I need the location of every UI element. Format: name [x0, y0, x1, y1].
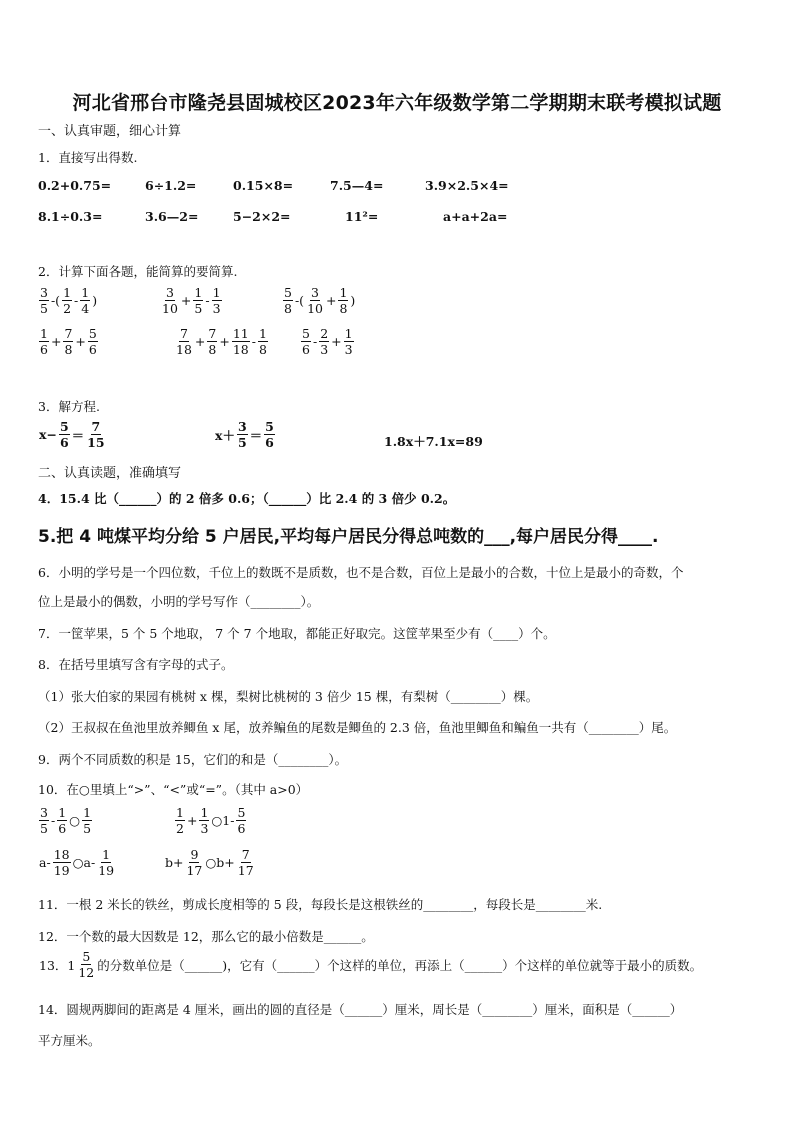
numerator: 18 — [53, 847, 70, 862]
operator: x＋ — [215, 427, 235, 443]
denominator: 2 — [63, 301, 72, 317]
compare-circle[interactable]: ○1- — [211, 813, 235, 829]
numerator: 3 — [165, 285, 174, 300]
numerator: 5 — [88, 326, 97, 341]
question-8-label: 8．在括号里填写含有字母的式子。 — [38, 657, 234, 672]
denominator: 17 — [186, 863, 203, 879]
operator: ) — [92, 293, 98, 309]
denominator: 18 — [232, 342, 249, 358]
numerator: 5 — [237, 805, 246, 820]
denominator: 12 — [78, 965, 95, 981]
numerator: 5 — [59, 419, 69, 434]
operator: ＝ — [71, 427, 85, 443]
q10-comparison-1 — [38, 806, 93, 835]
operator: b+ — [165, 855, 184, 871]
numerator: 1 — [83, 805, 92, 820]
denominator: 3 — [320, 342, 329, 358]
denominator: 4 — [81, 301, 90, 317]
numerator: 1 — [40, 326, 48, 341]
q10-comparison-3 — [38, 848, 116, 877]
question-1-label: 1．直接写出得数. — [38, 150, 138, 165]
operator: ＝ — [249, 427, 263, 443]
numerator: 1 — [194, 285, 203, 300]
q2-expression-4 — [38, 327, 99, 356]
denominator: 8 — [258, 342, 267, 358]
numerator: 1 — [200, 805, 209, 820]
numerator: 9 — [190, 847, 199, 862]
numerator: 1 — [81, 285, 90, 300]
q1-item: 0.15×8= — [233, 178, 294, 193]
denominator: 10 — [307, 301, 323, 317]
denominator: 10 — [162, 301, 178, 317]
denominator: 3 — [200, 821, 209, 837]
question-12: 12．一个数的最大因数是 12，那么它的最小倍数是______。 — [38, 929, 374, 944]
denominator: 6 — [58, 821, 67, 837]
question-10-label: 10．在○里填上“>”、“<”或“=”。（其中 a>0） — [38, 782, 309, 797]
question-8-part-2: （2）王叔叔在鱼池里放养鲫鱼 x 尾，放养鳊鱼的尾数是鲫鱼的 2.3 倍，鱼池里鲫鱼和鳊鱼一共有（________）尾。 — [38, 720, 677, 735]
operator: - — [251, 334, 256, 350]
operator: a- — [39, 855, 51, 871]
q3-equation-3: 1.8x＋7.1x=89 — [384, 434, 483, 449]
q1-item: 3.6—2= — [145, 209, 199, 224]
compare-circle[interactable]: ○ — [69, 813, 81, 829]
operator: + — [325, 293, 337, 309]
numerator: 1 — [176, 805, 184, 820]
denominator: 17 — [237, 863, 254, 879]
question-9: 9．两个不同质数的积是 15，它们的和是（________）。 — [38, 752, 348, 767]
q3-equation-2 — [214, 420, 276, 449]
numerator: 1 — [339, 285, 348, 300]
q1-item: 5−2×2= — [233, 209, 291, 224]
denominator: 3 — [212, 301, 221, 317]
operator: + — [180, 293, 192, 309]
page-title: 河北省邢台市隆尧县固城校区2023年六年级数学第二学期期末联考模拟试题 — [72, 92, 722, 114]
q2-expression-3 — [282, 286, 356, 315]
question-6-line-2: 位上是最小的偶数，小明的学号写作（________）。 — [38, 594, 320, 609]
question-7: 7．一筐苹果，5 个 5 个地取， 7 个 7 个地取，都能正好取完。这筐苹果至少有（____）个。 — [38, 626, 556, 641]
q10-comparison-4 — [164, 848, 256, 877]
operator: + — [186, 813, 198, 829]
denominator: 5 — [40, 821, 48, 837]
denominator: 6 — [265, 435, 274, 451]
numerator: 7 — [91, 419, 101, 434]
denominator: 6 — [40, 342, 48, 358]
q2-expression-5 — [174, 327, 269, 356]
operator: + — [219, 334, 230, 350]
numerator: 7 — [179, 326, 188, 341]
q2-expression-6 — [300, 327, 355, 356]
operator: + — [75, 334, 86, 350]
numerator: 1 — [258, 326, 267, 341]
denominator: 8 — [208, 342, 217, 358]
q1-item: 0.2+0.75= — [38, 178, 112, 193]
numerator: 7 — [208, 326, 217, 341]
denominator: 5 — [194, 301, 203, 317]
compare-circle[interactable]: ○a- — [72, 855, 96, 871]
numerator: 1 — [58, 805, 67, 820]
denominator: 18 — [176, 342, 192, 358]
denominator: 19 — [53, 863, 70, 879]
denominator: 15 — [87, 435, 105, 451]
numerator: 1 — [102, 847, 111, 862]
denominator: 8 — [284, 301, 292, 317]
operator: - — [74, 293, 79, 309]
denominator: 6 — [302, 342, 310, 358]
operator: - — [312, 334, 318, 350]
operator: x− — [39, 427, 57, 443]
q13-text: 的分数单位是（______)，它有（______）个这样的单位，再添上（______）个这样的单位就等于最小的质数。 — [97, 957, 703, 973]
numerator: 5 — [284, 285, 292, 300]
q1-item: 11²= — [345, 209, 379, 224]
numerator: 5 — [265, 419, 274, 434]
q1-item: 3.9×2.5×4= — [425, 178, 509, 193]
question-14-line-2: 平方厘米。 — [38, 1033, 101, 1048]
denominator: 19 — [98, 863, 115, 879]
denominator: 5 — [83, 821, 92, 837]
denominator: 5 — [40, 301, 48, 317]
question-3-label: 3．解方程. — [38, 399, 100, 414]
operator: + — [331, 334, 342, 350]
numerator: 11 — [232, 326, 249, 341]
denominator: 2 — [176, 821, 184, 837]
question-2-label: 2．计算下面各题，能简算的要简算. — [38, 264, 238, 279]
question-5: 5.把 4 吨煤平均分给 5 户居民,平均每户居民分得总吨数的___,每户居民分得____. — [38, 527, 659, 547]
numerator: 5 — [82, 949, 91, 964]
numerator: 3 — [237, 419, 247, 434]
numerator: 5 — [302, 326, 310, 341]
denominator: 6 — [59, 435, 69, 451]
numerator: 1 — [212, 285, 221, 300]
numerator: 3 — [311, 285, 319, 300]
denominator: 8 — [339, 301, 348, 317]
q13-prefix: 13．1 — [39, 957, 76, 973]
question-4: 4．15.4 比（______）的 2 倍多 0.6；（______）比 2.4 的 3 倍少 0.2。 — [38, 491, 456, 506]
section-1-heading: 一、认真审题，细心计算 — [38, 124, 182, 139]
q1-item: 6÷1.2= — [145, 178, 197, 193]
q10-comparison-2 — [174, 806, 247, 835]
numerator: 2 — [320, 326, 329, 341]
denominator: 5 — [237, 435, 247, 451]
numerator: 7 — [241, 847, 250, 862]
q1-item: 7.5—4= — [330, 178, 384, 193]
operator: - — [205, 293, 210, 309]
denominator: 8 — [64, 342, 73, 358]
denominator: 3 — [344, 342, 353, 358]
question-13 — [38, 950, 703, 979]
compare-circle[interactable]: ○b+ — [205, 855, 235, 871]
denominator: 6 — [88, 342, 97, 358]
q1-item: a+a+2a= — [443, 209, 508, 224]
operator: -( — [50, 293, 61, 309]
question-6-line-1: 6．小明的学号是一个四位数，千位上的数既不是质数，也不是合数，百位上是最小的合数，十位上是最小的奇数，个 — [38, 565, 684, 580]
q3-equation-1 — [38, 420, 107, 449]
q2-expression-2 — [160, 286, 223, 315]
numerator: 1 — [63, 285, 72, 300]
operator: -( — [294, 293, 305, 309]
question-8-part-1: （1）张大伯家的果园有桃树 x 棵，梨树比桃树的 3 倍少 15 棵，有梨树（________）棵。 — [38, 689, 539, 704]
section-2-heading: 二、认真读题，准确填写 — [38, 466, 182, 481]
numerator: 3 — [40, 285, 48, 300]
operator: + — [50, 334, 62, 350]
operator: ) — [350, 293, 356, 309]
numerator: 7 — [64, 326, 73, 341]
question-11: 11．一根 2 米长的铁丝，剪成长度相等的 5 段，每段长是这根铁丝的________，每段长是________米. — [38, 897, 603, 912]
denominator: 6 — [237, 821, 246, 837]
operator: - — [50, 813, 56, 829]
question-14-line-1: 14．圆规两脚间的距离是 4 厘米，画出的圆的直径是（______）厘米，周长是（________）厘米，面积是（______） — [38, 1002, 683, 1017]
q2-expression-1 — [38, 286, 98, 315]
numerator: 1 — [344, 326, 353, 341]
numerator: 3 — [40, 805, 48, 820]
q1-item: 8.1÷0.3= — [38, 209, 103, 224]
operator: + — [194, 334, 206, 350]
